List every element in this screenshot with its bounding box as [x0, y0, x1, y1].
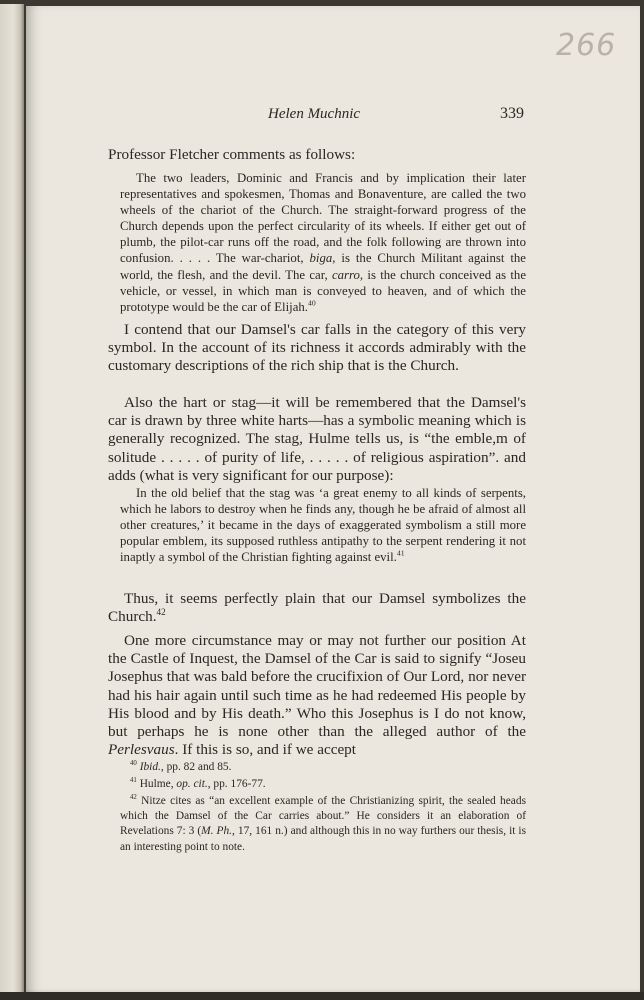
- block-quote-hulme: In the old belief that the stag was ‘a great enemy to all kinds of serpents, which he labors to destroy when he finds any, though he be afraid of almost all other creatures,’ it became in the days of exaggerated symbolism a still more popular emblem, its supposed ruthless antipathy to the serpent rendering it not inaptly a symbol of the Christian fighting against evil.$^{41}$: [120, 486, 526, 565]
- term-biga: biga: [309, 251, 333, 266]
- running-head-author: Helen Muchnic: [268, 106, 361, 122]
- paragraph-castle-of-inquest: One more circumstance may or may not further our position At the Castle of Inquest, the Damsel of the Car is said to signify “Joseu Josephus that was bald before the crucifixion of Our Lord, nor never had his hair again until such time as he had redeemed His people by His blood and by His death.” Who this Josephus is I do not know, but perhaps he is none other than the alleged author of the Perlesvaus. If this is so, and if we accept: [108, 632, 526, 759]
- footnote-40: $^{40}$ Ibid., pp. 82 and 85.: [130, 760, 232, 773]
- title-perlesvaus: Perlesvaus: [108, 741, 175, 759]
- intro-line: Professor Fletcher comments as follows:: [108, 146, 356, 163]
- footnote-ref-42: 42: [156, 607, 166, 618]
- footnote-41: $^{41}$ Hulme, op. cit., pp. 176-77.: [130, 777, 266, 790]
- handwritten-annotation: 266: [556, 28, 617, 63]
- paragraph-hart-stag: Also the hart or stag—it will be remembered that the Damsel's car is drawn by three white harts—has a symbolic meaning which is generally recognized. The stag, Hulme tells us, is “the emble,m of solitude . . . . . of purity of life, . . . . . of religious aspiration”. and adds (what is very significant for our purpose):: [108, 394, 526, 484]
- footnote-ref-40: 40: [308, 298, 316, 308]
- term-carro: carro: [331, 267, 360, 282]
- scan-bottom-edge: [0, 992, 644, 1000]
- block-quote-fletcher: The two leaders, Dominic and Francis and by implication their later representatives and spokesmen, Thomas and Bonaventure, are called the two wheels of the chariot of the Church. The straight-forward progress of the Church depends upon the perfect circularity of its wheels. If either get out of plumb, the pilot-car runs off the road, and the folk following are thrown into confusion. . . . . The war-chariot, biga, is the Church Militant against the world, the flesh, and the devil. The car, carro, is the church conceived as the vehicle, or vessel, in which man is conveyed to heaven, and of which the prototype would be the car of Elijah.$^{40}$: [120, 171, 527, 314]
- footnote-ref-41: 41: [396, 549, 405, 559]
- footnote-42: $^{42}$ Nitze cites as “an excellent example of the Christianizing spirit, the sealed heads which the Damsel of the Car carries about.” He considers it an elaboration of Revelations 7: 3 (M. Ph., 17, 161 n.) and although this in no way furthers our thesis, it is an interesting point to note.: [120, 794, 527, 853]
- paragraph-damsel-car: I contend that our Damsel's car falls in the category of this very symbol. In the account of its richness it accords admirably with the customary descriptions of the rich ship that is the Church.: [108, 321, 526, 375]
- facing-page-edge: [0, 4, 24, 1000]
- paragraph-church-conclusion: Thus, it seems perfectly plain that our Damsel symbolizes the Church.$^{42}$: [108, 590, 526, 626]
- page-number: 339: [500, 105, 524, 122]
